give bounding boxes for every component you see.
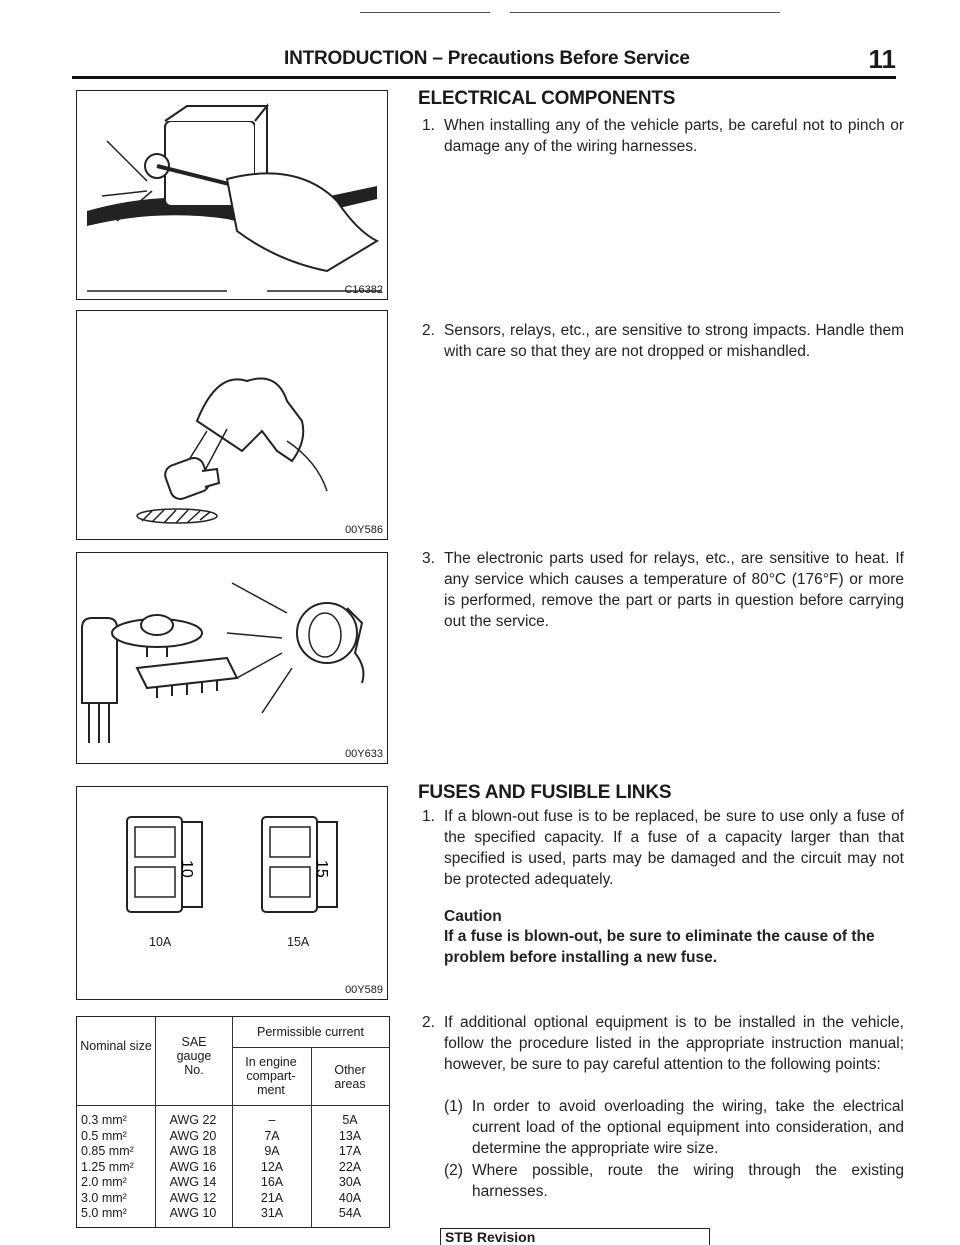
- figure-screwdriver-harness: [76, 90, 388, 300]
- header-other-areas: Other areas: [334, 1063, 366, 1091]
- figure-heat-lamp: [76, 552, 388, 764]
- top-decorative-lines: [360, 12, 780, 14]
- page-title: INTRODUCTION – Precautions Before Service: [284, 48, 690, 69]
- page-header: [74, 44, 896, 76]
- table-cell-nominal: 1.25 mm²: [81, 1159, 134, 1174]
- table-cell-other: 17A: [338, 1144, 362, 1158]
- table-cell-engine: 21A: [260, 1190, 284, 1205]
- table-cell-sae: AWG 18: [169, 1144, 217, 1158]
- svg-text:15: 15: [313, 860, 330, 878]
- table-cell-sae: AWG 22: [169, 1113, 217, 1127]
- fuse-label-15a: 15A: [287, 935, 310, 949]
- svg-text:10: 10: [178, 860, 195, 878]
- figure-code: C16382: [344, 284, 383, 296]
- figure-code: 00Y586: [345, 524, 383, 536]
- table-cell-sae: AWG 20: [169, 1128, 217, 1143]
- table-cell-nominal: 5.0 mm²: [81, 1206, 127, 1220]
- table-cell-engine: 9A: [264, 1144, 280, 1158]
- table-cell-nominal: 2.0 mm²: [81, 1175, 127, 1189]
- fuse-10a-icon: [127, 817, 202, 912]
- section-heading-electrical: ELECTRICAL COMPONENTS: [418, 88, 676, 109]
- header-rule: [72, 76, 896, 79]
- table-cell-engine: 12A: [260, 1159, 284, 1174]
- screwdriver-harness-illustration: [77, 91, 387, 299]
- fuse-15a-icon: [262, 817, 337, 912]
- table-cell-engine: –: [268, 1113, 276, 1127]
- dropped-sensor-illustration: [77, 311, 387, 539]
- table-cell-other: 5A: [342, 1113, 358, 1127]
- table-cell-other: 22A: [338, 1159, 362, 1174]
- page-number: 11: [868, 44, 896, 74]
- fuse-label-10a: 10A: [149, 935, 172, 949]
- fuses-illustration: [77, 787, 387, 999]
- table-cell-sae: AWG 14: [169, 1175, 217, 1189]
- table-cell-engine: 16A: [260, 1175, 284, 1189]
- table-cell-sae: AWG 10: [169, 1206, 217, 1220]
- table-cell-nominal: 0.85 mm²: [81, 1144, 134, 1158]
- header-permissible-current: Permissible current: [257, 1025, 364, 1039]
- figure-code: 00Y633: [345, 748, 383, 760]
- section-heading-fuses: FUSES AND FUSIBLE LINKS: [418, 782, 672, 803]
- figure-dropped-sensor: [76, 310, 388, 540]
- figure-fuses: [76, 786, 388, 1000]
- caution-text: If a fuse is blown-out, be sure to eliminate the cause of the problem before installing a new fuse.: [444, 928, 875, 966]
- table-cell-engine: 7A: [264, 1128, 280, 1143]
- table-cell-other: 30A: [338, 1175, 362, 1189]
- table-cell-nominal: 0.3 mm²: [81, 1113, 127, 1127]
- table-cell-other: 13A: [338, 1128, 362, 1143]
- wire-current-table: [76, 1016, 390, 1228]
- heat-lamp-electronic-parts-illustration: [77, 553, 387, 763]
- header-sae-gauge: SAE gauge No.: [176, 1035, 212, 1077]
- figure-code: 00Y589: [345, 984, 383, 996]
- table-cell-other: 40A: [338, 1190, 362, 1205]
- table-cell-sae: AWG 16: [169, 1159, 217, 1174]
- footer-revision-box: [440, 1228, 710, 1245]
- table-cell-other: 54A: [338, 1206, 362, 1220]
- footer-label: STB Revision: [445, 1229, 536, 1245]
- table-cell-nominal: 0.5 mm²: [81, 1128, 127, 1143]
- table-cell-engine: 31A: [260, 1206, 284, 1220]
- table-cell-sae: AWG 12: [169, 1190, 217, 1205]
- header-nominal-size: Nominal size: [80, 1039, 152, 1053]
- header-engine: In engine compart- ment: [245, 1055, 297, 1097]
- table-cell-nominal: 3.0 mm²: [81, 1190, 127, 1205]
- caution-label: Caution: [444, 908, 502, 925]
